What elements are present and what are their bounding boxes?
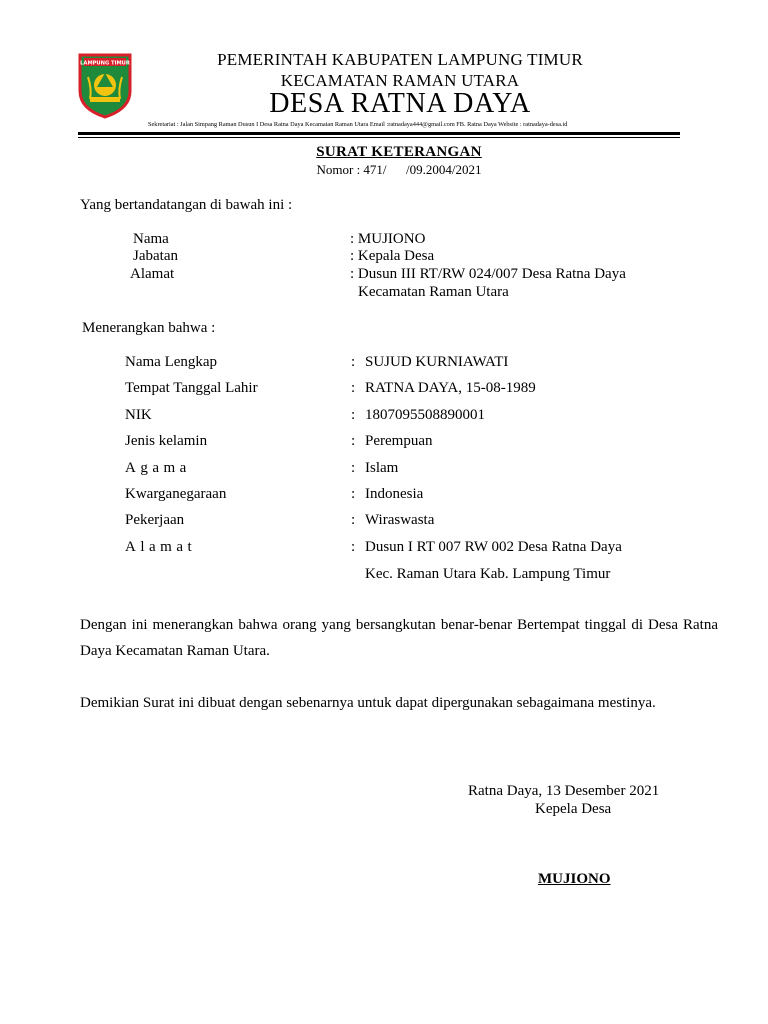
person-colon: :	[351, 380, 356, 396]
statement-paragraph: Dengan ini menerangkan bahwa orang yang bersangkutan benar-benar Bertempat tinggal di Desa Ratna Daya Kecamatan Raman Utara.	[80, 617, 718, 659]
header-divider-thick	[78, 132, 680, 135]
letter-title: SURAT KETERANGAN	[316, 144, 482, 160]
lampung-timur-logo	[78, 53, 132, 119]
person-address-continuation: Kec. Raman Utara Kab. Lampung Timur	[365, 566, 611, 582]
signature-name: MUJIONO	[538, 871, 611, 887]
letter-number: Nomor : 471/ /09.2004/2021	[316, 162, 482, 177]
signature-position: Kepela Desa	[535, 801, 612, 817]
person-label-nik: NIK	[125, 407, 152, 423]
closing-paragraph: Demikian Surat ini dibuat dengan sebenarnya untuk dapat dipergunakan sebagaimana mestinya.	[80, 695, 656, 711]
signer-value-nama: : MUJIONO	[350, 231, 426, 247]
signer-label-alamat: Alamat	[130, 266, 175, 282]
person-label-nama-lengkap: Nama Lengkap	[125, 354, 218, 370]
person-colon: :	[351, 354, 356, 370]
letterhead-village: DESA RATNA DAYA	[269, 88, 531, 119]
person-label-pekerjaan: Pekerjaan	[125, 512, 185, 528]
header-divider-thin	[78, 137, 680, 138]
person-colon: :	[351, 539, 356, 555]
person-value-ttl: RATNA DAYA, 15-08-1989	[365, 380, 536, 396]
signer-label-jabatan: Jabatan	[133, 248, 178, 264]
person-value-pekerjaan: Wiraswasta	[365, 512, 435, 528]
person-label-agama: Agama	[125, 460, 191, 476]
person-colon: :	[351, 512, 356, 528]
signer-value-jabatan: : Kepala Desa	[350, 248, 435, 264]
person-value-agama: Islam	[365, 460, 399, 476]
svg-text:LAMPUNG TIMUR: LAMPUNG TIMUR	[80, 60, 130, 67]
person-value-nama-lengkap: SUJUD KURNIAWATI	[365, 354, 509, 370]
person-value-nik: 1807095508890001	[365, 407, 485, 423]
letterhead-address: Sekretariat : Jalan Simpang Raman Dusun I Desa Ratna Daya Kecamatan Raman Utara Email :ratnadaya444@gmail.com FB. Ratna Daya Website : ratnadaya-desa.id	[148, 121, 568, 128]
person-label-gender: Jenis kelamin	[125, 433, 208, 449]
person-label-ttl: Tempat Tanggal Lahir	[125, 380, 258, 396]
person-value-kewarganegaraan: Indonesia	[365, 486, 424, 502]
person-value-gender: Perempuan	[365, 433, 433, 449]
signer-value-alamat: : Dusun III RT/RW 024/007 Desa Ratna Daya	[350, 266, 626, 282]
person-colon: :	[351, 460, 356, 476]
intro-text: Yang bertandatangan di bawah ini :	[80, 197, 293, 213]
states-text: Menerangkan bahwa :	[82, 320, 216, 336]
signer-address-continuation: Kecamatan Raman Utara	[358, 284, 509, 300]
person-label-kewarganegaraan: Kwarganegaraan	[125, 486, 227, 502]
person-value-alamat: Dusun I RT 007 RW 002 Desa Ratna Daya	[365, 539, 622, 555]
letterhead-government: PEMERINTAH KABUPATEN LAMPUNG TIMUR	[217, 50, 583, 69]
letterhead-district: KECAMATAN RAMAN UTARA	[280, 71, 520, 90]
signature-place-date: Ratna Daya, 13 Desember 2021	[468, 783, 660, 799]
person-label-alamat: Alamat	[125, 539, 197, 555]
signer-label-nama: Nama	[133, 231, 169, 247]
person-colon: :	[351, 433, 356, 449]
person-colon: :	[351, 486, 356, 502]
person-colon: :	[351, 407, 356, 423]
